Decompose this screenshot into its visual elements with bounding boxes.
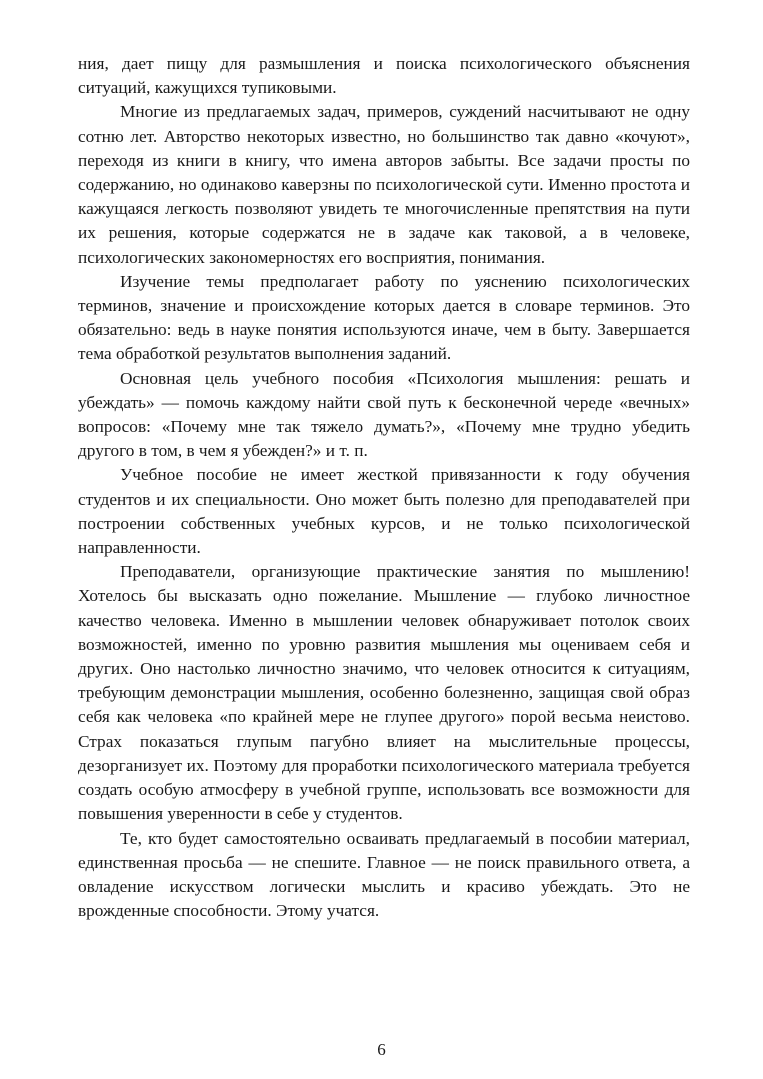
paragraph-self-study: Те, кто будет самостоятельно осваивать предлагаемый в пособии материал, единственная просьба — не спешите. Главное — не поиск правильного ответа, а овладение искусством логически мыслить и красиво убеждать. Это не врожденные способности. Этому учатся. xyxy=(78,828,690,921)
paragraph-teachers: Преподаватели, организующие практические занятия по мышлению! Хотелось бы высказать одно пожелание. Мышление — глубоко личностное качество человека. Именно в мышлении человек обнаруживает потолок своих возможностей, именно по уровню развития мышления мы оцениваем себя и других. Оно настолько личностно значимо, что человек относится к ситуациям, требующим демонстрации мышления, особенно болезненно, защищая свой образ себя как человека «по крайней мере не глупее другого» порой весьма неистово. Страх показаться глупым пагубно влияет на мыслительные процессы, дезорганизует их. Поэтому для проработки психологического материала требуется создать особую атмосферу в учебной группе, использовать все возможности для повышения уверенности в себе у студентов. xyxy=(78,562,690,824)
paragraph-tasks-history: Многие из предлагаемых задач, примеров, суждений насчитывают не одну сотню лет. Авторство некоторых известно, но большинство так давно «кочуют», переходя из книги в книгу, что имена авторов забыты. Все задачи просты по содержанию, но одинаково каверзны по психологической сути. Именно простота и кажущаяся легкость позволяют увидеть те многочисленные препятствия на пути их решения, которые содержатся не в задаче как таковой, а в человеке, психологических закономерностях его восприятия, понимания. xyxy=(78,102,690,267)
paragraph-terms-study: Изучение темы предполагает работу по уяснению психологических терминов, значение и происхождение которых дается в словаре терминов. Это обязательно: ведь в науке понятия используются иначе, чем в быту. Завершается тема обработкой результатов выполнения заданий. xyxy=(78,271,690,364)
paragraph-audience: Учебное пособие не имеет жесткой привязанности к году обучения студентов и их специальности. Оно может быть полезно для преподавателей при построении собственных учебных курсов, и не только психологической направленности. xyxy=(78,465,690,558)
paragraph-continuation: ния, дает пищу для размышления и поиска психологического объяснения ситуаций, кажущихся тупиковыми. xyxy=(78,54,690,98)
page-number: 6 xyxy=(377,1040,386,1059)
page-body xyxy=(78,52,690,923)
paragraph-main-goal: Основная цель учебного пособия «Психология мышления: решать и убеждать» — помочь каждому найти свой путь к бесконечной череде «вечных» вопросов: «Почему мне так тяжело думать?», «Почему мне трудно убедить другого в том, в чем я убежден?» и т. п. xyxy=(78,368,690,461)
